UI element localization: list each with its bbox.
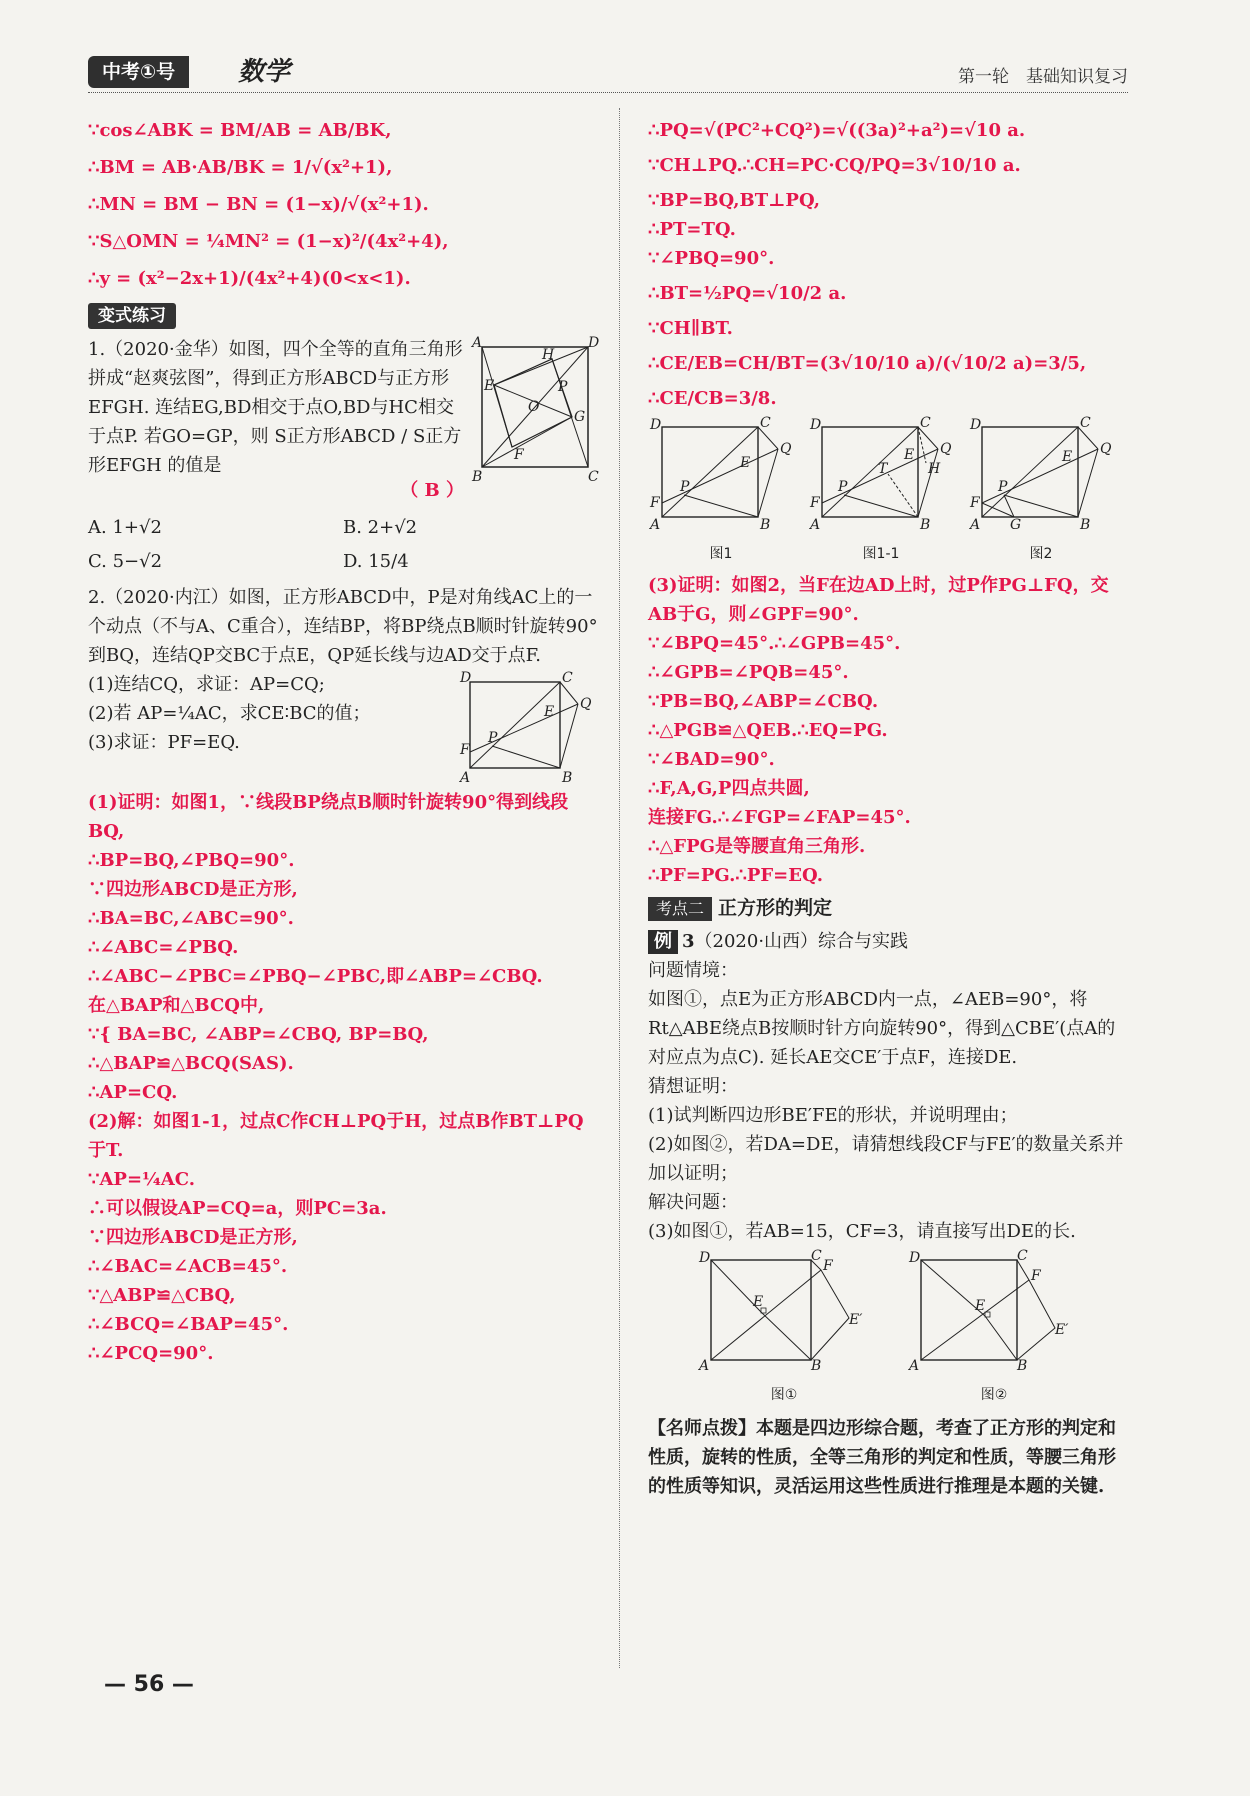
svg-text:E′: E′ bbox=[849, 1312, 863, 1328]
svg-text:E: E bbox=[904, 447, 915, 463]
svg-text:C: C bbox=[760, 415, 771, 431]
example-source: （2020·山西）综合与实践 bbox=[694, 931, 909, 952]
solution-line: ∴∠GPB=∠PQB=45°. bbox=[648, 662, 849, 683]
practice-title: 变式练习 bbox=[88, 303, 176, 329]
question-part: (1)连结CQ，求证：AP=CQ; bbox=[88, 674, 325, 695]
svg-text:P: P bbox=[558, 379, 568, 395]
svg-text:D: D bbox=[460, 670, 472, 686]
solution-line: ∵{ BA=BC, ∠ABP=∠CBQ, BP=BQ, bbox=[88, 1024, 429, 1045]
svg-text:G: G bbox=[1010, 517, 1022, 533]
svg-text:B: B bbox=[472, 469, 483, 485]
svg-text:Q: Q bbox=[780, 441, 792, 457]
solution-line: 在△BAP和△BCQ中, bbox=[88, 995, 265, 1016]
svg-text:C: C bbox=[562, 670, 573, 686]
solution-line: ∴CE/EB=CH/BT=(3√10/10 a)/(√10/2 a)=3/5, bbox=[648, 353, 1087, 374]
subject-label: 数学 bbox=[238, 57, 291, 87]
teacher-tip bbox=[648, 1414, 1130, 1501]
solution-line: 连接FG.∴∠FGP=∠FAP=45°. bbox=[648, 807, 911, 828]
example-line: 解决问题： bbox=[648, 1192, 738, 1213]
solution-line: ∴PQ=√(PC²+CQ²)=√((3a)²+a²)=√10 a. bbox=[648, 120, 1026, 141]
svg-text:D: D bbox=[970, 417, 982, 433]
question-stem: 1.（2020·金华）如图，四个全等的直角三角形拼成“赵爽弦图”，得到正方形ABCD与正方形EFGH. 连结EG,BD相交于点O,BD与HC相交于点P. 若GO=GP，则 S正方形ABCD / S正方形EFGH 的值是 bbox=[88, 339, 463, 476]
svg-text:D: D bbox=[909, 1250, 921, 1266]
svg-text:E: E bbox=[740, 455, 751, 471]
svg-text:F: F bbox=[650, 495, 660, 511]
solution-line: ∵△ABP≌△CBQ, bbox=[88, 1285, 236, 1306]
svg-text:C: C bbox=[1017, 1248, 1028, 1264]
solution-line: (3)证明：如图2，当F在边AD上时，过P作PG⊥FQ，交AB于G，则∠GPF=90°. bbox=[648, 575, 1109, 625]
section-label: 第一轮 基础知识复习 bbox=[958, 67, 1128, 87]
option-list bbox=[88, 511, 598, 579]
svg-text:E: E bbox=[753, 1294, 764, 1310]
svg-text:T: T bbox=[878, 461, 888, 477]
svg-text:A: A bbox=[460, 770, 471, 786]
question-2 bbox=[88, 583, 598, 786]
example-figure-1 bbox=[699, 1248, 869, 1410]
svg-text:G: G bbox=[574, 409, 586, 425]
svg-text:Q: Q bbox=[940, 441, 952, 457]
solution-line: ∴CE/CB=3/8. bbox=[648, 388, 777, 409]
svg-text:H: H bbox=[928, 461, 941, 477]
solution-line: ∴y = (x²−2x+1)/(4x²+4)(0<x<1). bbox=[88, 268, 411, 289]
svg-text:F: F bbox=[460, 742, 470, 758]
svg-text:A: A bbox=[472, 335, 483, 351]
tip-text: 本题是四边形综合题，考查了正方形的判定和性质，旋转的性质，全等三角形的判定和性质，等腰三角形的性质等知识，灵活运用这些性质进行推理是本题的关键. bbox=[648, 1418, 1116, 1497]
svg-text:D: D bbox=[699, 1250, 711, 1266]
solution-line: ∴∠ABC−∠PBC=∠PBQ−∠PBC,即∠ABP=∠CBQ. bbox=[88, 966, 543, 987]
solution-line: ∴BT=½PQ=√10/2 a. bbox=[648, 283, 847, 304]
svg-text:D: D bbox=[810, 417, 822, 433]
svg-text:O: O bbox=[528, 399, 540, 415]
option-a: A. 1+√2 bbox=[88, 517, 162, 538]
solution-line: ∵∠BPQ=45°.∴∠GPB=45°. bbox=[648, 633, 901, 654]
solution-3 bbox=[648, 571, 1130, 890]
solution-line: ∴∠BAC=∠ACB=45°. bbox=[88, 1256, 288, 1277]
solution-line: ∴∠BCQ=∠BAP=45°. bbox=[88, 1314, 289, 1335]
example-3 bbox=[648, 927, 1130, 1246]
svg-text:F: F bbox=[810, 495, 820, 511]
figure-caption: 图2 bbox=[1029, 546, 1053, 562]
example-line: (2)如图②，若DA=DE，请猜想线段CF与FE′的数量关系并加以证明； bbox=[648, 1134, 1124, 1184]
svg-text:E: E bbox=[484, 378, 495, 394]
figure-row bbox=[648, 415, 1130, 569]
solution-continued bbox=[648, 116, 1130, 413]
svg-text:E: E bbox=[1062, 449, 1073, 465]
solution-line: ∵PB=BQ,∠ABP=∠CBQ. bbox=[648, 691, 879, 712]
solution-line: ∵四边形ABCD是正方形, bbox=[88, 879, 298, 900]
svg-text:B: B bbox=[562, 770, 573, 786]
solution-line: ∵AP=¼AC. bbox=[88, 1169, 196, 1190]
example-line: 猜想证明： bbox=[648, 1076, 738, 1097]
question-part: (3)求证：PF=EQ. bbox=[88, 732, 240, 753]
solution-line: ∴∠ABC=∠PBQ. bbox=[88, 937, 239, 958]
figure-caption: 图② bbox=[980, 1387, 1008, 1403]
svg-text:B: B bbox=[811, 1358, 822, 1374]
svg-text:P: P bbox=[680, 479, 690, 495]
example-line: 如图①，点E为正方形ABCD内一点，∠AEB=90°，将Rt△ABE绕点B按顺时针方向旋转90°，得到△CBE′(点A的对应点为点C). 延长AE交CE′于点F，连接DE. bbox=[648, 989, 1116, 1068]
solution-line: ∴△BAP≌△BCQ(SAS). bbox=[88, 1053, 294, 1074]
example-figure-2 bbox=[909, 1248, 1079, 1410]
svg-text:E: E bbox=[544, 704, 555, 720]
page-number: — 56 — bbox=[104, 1672, 194, 1697]
solution-line: ∴AP=CQ. bbox=[88, 1082, 178, 1103]
left-column bbox=[88, 116, 598, 1368]
solution-2 bbox=[88, 788, 598, 1368]
solution-line: ∴BA=BC,∠ABC=90°. bbox=[88, 908, 294, 929]
example-line: 问题情境： bbox=[648, 960, 738, 981]
right-column bbox=[648, 116, 1130, 1501]
example-label: 例 bbox=[648, 930, 678, 954]
solution-line: ∴可以假设AP=CQ=a，则PC=3a. bbox=[88, 1198, 387, 1219]
header-rule bbox=[88, 92, 1128, 93]
svg-text:A: A bbox=[650, 517, 661, 533]
knowledge-point-heading bbox=[648, 894, 1130, 923]
solution-line: ∴PF=PG.∴PF=EQ. bbox=[648, 865, 823, 886]
solution-line: ∵CH∥BT. bbox=[648, 318, 733, 339]
svg-text:A: A bbox=[810, 517, 821, 533]
question-stem: 2.（2020·内江）如图，正方形ABCD中，P是对角线AC上的一个动点（不与A、C重合），连结BP，将BP绕点B顺时针旋转90°到BQ，连结QP交BC于点E，QP延长线与边AD交于点F. bbox=[88, 587, 598, 666]
svg-text:B: B bbox=[760, 517, 771, 533]
tip-label: 【名师点拨】 bbox=[648, 1418, 756, 1439]
svg-text:A: A bbox=[909, 1358, 920, 1374]
svg-text:F: F bbox=[1031, 1268, 1041, 1284]
svg-text:F: F bbox=[970, 495, 980, 511]
svg-text:P: P bbox=[998, 479, 1008, 495]
kp-title: 正方形的判定 bbox=[718, 897, 833, 919]
solution-line: ∴F,A,G,P四点共圆, bbox=[648, 778, 810, 799]
svg-text:P: P bbox=[488, 730, 498, 746]
figure-caption: 图① bbox=[770, 1387, 798, 1403]
solution-top bbox=[88, 116, 598, 293]
solution-line: (1)证明：如图1，∵线段BP绕点B顺时针旋转90°得到线段BQ, bbox=[88, 792, 569, 842]
solution-line: (2)解：如图1-1，过点C作CH⊥PQ于H，过点B作BT⊥PQ于T. bbox=[88, 1111, 584, 1161]
solution-line: ∵∠PBQ=90°. bbox=[648, 248, 775, 269]
svg-text:B: B bbox=[920, 517, 931, 533]
solution-line: ∴BP=BQ,∠PBQ=90°. bbox=[88, 850, 295, 871]
svg-text:F: F bbox=[823, 1258, 833, 1274]
solution-line: ∵CH⊥PQ.∴CH=PC·CQ/PQ=3√10/10 a. bbox=[648, 155, 1021, 176]
svg-text:Q: Q bbox=[580, 696, 592, 712]
option-b: B. 2+√2 bbox=[343, 517, 418, 538]
svg-text:D: D bbox=[650, 417, 662, 433]
svg-text:E: E bbox=[975, 1298, 986, 1314]
figure-1-1 bbox=[808, 415, 954, 569]
svg-text:A: A bbox=[699, 1358, 710, 1374]
svg-text:B: B bbox=[1017, 1358, 1028, 1374]
zhaoshuang-figure bbox=[472, 335, 598, 485]
svg-text:C: C bbox=[920, 415, 931, 431]
svg-text:H: H bbox=[542, 347, 555, 363]
example-number: 3 bbox=[682, 931, 695, 952]
question-part: (2)若 AP=¼AC，求CE∶BC的值； bbox=[88, 703, 371, 724]
solution-line: ∴BM = AB·AB/BK = 1/√(x²+1), bbox=[88, 157, 393, 178]
question-2-figure bbox=[458, 672, 598, 788]
example-figures bbox=[648, 1248, 1130, 1410]
solution-line: ∵四边形ABCD是正方形, bbox=[88, 1227, 298, 1248]
solution-line: ∴△FPG是等腰直角三角形. bbox=[648, 836, 866, 857]
figure-caption: 图1 bbox=[709, 546, 733, 562]
option-c: C. 5−√2 bbox=[88, 551, 163, 572]
svg-text:B: B bbox=[1080, 517, 1091, 533]
svg-text:A: A bbox=[970, 517, 981, 533]
solution-line: ∴∠PCQ=90°. bbox=[88, 1343, 214, 1364]
brand-label: 中考①号 bbox=[88, 56, 189, 88]
solution-line: ∵∠BAD=90°. bbox=[648, 749, 775, 770]
solution-line: ∵S△OMN = ¼MN² = (1−x)²/(4x²+4), bbox=[88, 231, 449, 252]
svg-text:C: C bbox=[588, 469, 599, 485]
svg-text:C: C bbox=[1080, 415, 1091, 431]
example-line: (1)试判断四边形BE′FE的形状，并说明理由； bbox=[648, 1105, 1018, 1126]
figure-2 bbox=[968, 415, 1114, 569]
solution-line: ∴△PGB≌△QEB.∴EQ=PG. bbox=[648, 720, 888, 741]
solution-line: ∵BP=BQ,BT⊥PQ, bbox=[648, 190, 821, 211]
svg-text:Q: Q bbox=[1100, 441, 1112, 457]
svg-text:F: F bbox=[514, 447, 524, 463]
figure-1 bbox=[648, 415, 794, 569]
solution-line: ∴PT=TQ. bbox=[648, 219, 736, 240]
svg-text:D: D bbox=[588, 335, 600, 351]
column-divider bbox=[619, 108, 620, 1668]
answer-mark: （ B ） bbox=[400, 480, 464, 501]
example-line: (3)如图①，若AB=15，CF=3，请直接写出DE的长. bbox=[648, 1221, 1076, 1242]
page-header bbox=[88, 56, 1128, 96]
option-d: D. 15/4 bbox=[343, 551, 409, 572]
svg-text:C: C bbox=[811, 1248, 822, 1264]
kp-label: 考点二 bbox=[648, 897, 712, 921]
svg-text:P: P bbox=[838, 479, 848, 495]
question-1 bbox=[88, 335, 598, 579]
solution-line: ∴MN = BM − BN = (1−x)/√(x²+1). bbox=[88, 194, 429, 215]
figure-caption: 图1-1 bbox=[862, 546, 900, 562]
solution-line: ∵cos∠ABK = BM/AB = AB/BK, bbox=[88, 120, 392, 141]
svg-text:E′: E′ bbox=[1055, 1322, 1069, 1338]
